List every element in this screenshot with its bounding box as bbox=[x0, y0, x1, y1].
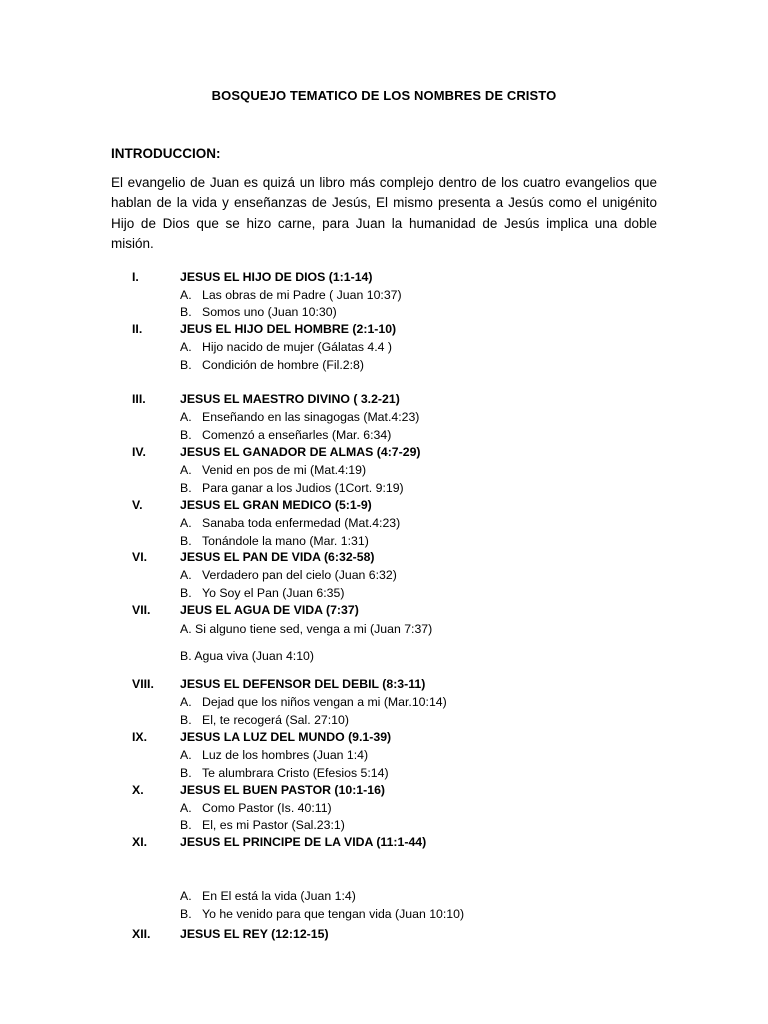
intro-paragraph: El evangelio de Juan es quizá un libro más complejo dentro de los cuatro evangelios que hablan de la vida y enseñanzas de Jesús, El mismo presenta a Jesús como el unigénito Hijo de Dios que se hizo carne, para Juan la humanidad de Jesús implica una doble misión. bbox=[111, 175, 657, 251]
outline-sub-text: Venid en pos de mi (Mat.4:19) bbox=[202, 463, 367, 477]
outline-numeral: VI. bbox=[132, 550, 148, 564]
outline-sub-text: Tonándole la mano (Mar. 1:31) bbox=[202, 534, 369, 548]
outline-heading: JESUS EL PAN DE VIDA (6:32-58) bbox=[180, 550, 375, 564]
outline-sub-text: El, es mi Pastor (Sal.23:1) bbox=[202, 818, 345, 832]
outline-sub-letter: B. bbox=[180, 766, 192, 780]
outline-sub-letter: A. bbox=[180, 889, 192, 903]
outline-sub-text: Como Pastor (Is. 40:11) bbox=[202, 801, 332, 815]
outline-sub-text: Hijo nacido de mujer (Gálatas 4.4 ) bbox=[202, 340, 393, 354]
outline-numeral: II. bbox=[132, 322, 143, 336]
outline-numeral: V. bbox=[132, 498, 143, 512]
outline-sub-letter: A. bbox=[180, 516, 192, 530]
document-title: BOSQUEJO TEMATICO DE LOS NOMBRES DE CRISTO bbox=[211, 88, 557, 103]
outline-numeral: IX. bbox=[132, 730, 148, 744]
outline-heading: JESUS EL BUEN PASTOR (10:1-16) bbox=[180, 783, 386, 797]
outline-sub-text: Luz de los hombres (Juan 1:4) bbox=[202, 748, 369, 762]
outline-sub-text: B. Agua viva (Juan 4:10) bbox=[180, 649, 314, 663]
outline-numeral: IV. bbox=[132, 445, 146, 459]
outline-sub-letter: A. bbox=[180, 695, 192, 709]
outline-heading: JESUS EL GANADOR DE ALMAS (4:7-29) bbox=[180, 445, 421, 459]
outline-heading: JESUS EL PRINCIPE DE LA VIDA (11:1-44) bbox=[180, 835, 427, 849]
outline-sub-text: Dejad que los niños vengan a mi (Mar.10:14) bbox=[202, 695, 447, 709]
outline-sub-letter: A. bbox=[180, 340, 192, 354]
intro-heading: INTRODUCCION: bbox=[111, 146, 221, 161]
outline-sub-letter: B. bbox=[180, 818, 192, 832]
outline-sub-letter: B. bbox=[180, 534, 192, 548]
outline-numeral: XII. bbox=[132, 927, 151, 941]
outline-heading: JESUS EL GRAN MEDICO (5:1-9) bbox=[180, 498, 372, 512]
outline-sub-letter: A. bbox=[180, 410, 192, 424]
outline-sub-text: Verdadero pan del cielo (Juan 6:32) bbox=[202, 568, 397, 582]
outline-sub-text: Yo Soy el Pan (Juan 6:35) bbox=[202, 586, 345, 600]
outline-sub-letter: A. bbox=[180, 801, 192, 815]
outline-sub-letter: B. bbox=[180, 586, 192, 600]
outline-heading: JESUS EL MAESTRO DIVINO ( 3.2-21) bbox=[180, 392, 400, 406]
outline-sub-letter: B. bbox=[180, 907, 192, 921]
outline-sub-text: Te alumbrara Cristo (Efesios 5:14) bbox=[202, 766, 389, 780]
outline-heading: JESUS LA LUZ DEL MUNDO (9.1-39) bbox=[180, 730, 392, 744]
outline-sub-text: Yo he venido para que tengan vida (Juan 10:10) bbox=[202, 907, 465, 921]
outline-sub-text: Sanaba toda enfermedad (Mat.4:23) bbox=[202, 516, 401, 530]
outline-sub-text: Comenzó a enseñarles (Mar. 6:34) bbox=[202, 428, 392, 442]
outline-sub-text: Somos uno (Juan 10:30) bbox=[202, 305, 337, 319]
outline-numeral: VIII. bbox=[132, 677, 154, 691]
outline-sub-text: El, te recogerá (Sal. 27:10) bbox=[202, 713, 349, 727]
outline-sub-letter: B. bbox=[180, 305, 192, 319]
outline-sub-text: A. Si alguno tiene sed, venga a mi (Juan 7:37) bbox=[180, 622, 433, 636]
outline-sub-text: Enseñando en las sinagogas (Mat.4:23) bbox=[202, 410, 420, 424]
outline-sub-text: Condición de hombre (Fil.2:8) bbox=[202, 358, 364, 372]
outline-sub-letter: B. bbox=[180, 428, 192, 442]
outline-numeral: VII. bbox=[132, 603, 151, 617]
outline-numeral: X. bbox=[132, 783, 144, 797]
outline-sub-letter: A. bbox=[180, 568, 192, 582]
outline-heading: JESUS EL DEFENSOR DEL DEBIL (8:3-11) bbox=[180, 677, 426, 691]
outline-numeral: III. bbox=[132, 392, 146, 406]
outline-sub-letter: B. bbox=[180, 713, 192, 727]
outline-sub-letter: A. bbox=[180, 748, 192, 762]
outline-numeral: I. bbox=[132, 270, 139, 284]
outline-heading: JEUS EL HIJO DEL HOMBRE (2:1-10) bbox=[180, 322, 397, 336]
outline-sub-text: Para ganar a los Judios (1Cort. 9:19) bbox=[202, 481, 404, 495]
outline-sub-letter: B. bbox=[180, 481, 192, 495]
outline-sub-letter: A. bbox=[180, 463, 192, 477]
outline-heading: JESUS EL REY (12:12-15) bbox=[180, 927, 329, 941]
outline-heading: JEUS EL AGUA DE VIDA (7:37) bbox=[180, 603, 359, 617]
outline-numeral: XI. bbox=[132, 835, 148, 849]
outline-sub-letter: B. bbox=[180, 358, 192, 372]
outline-sub-letter: A. bbox=[180, 288, 192, 302]
outline-heading: JESUS EL HIJO DE DIOS (1:1-14) bbox=[180, 270, 373, 284]
outline-sub-text: Las obras de mi Padre ( Juan 10:37) bbox=[202, 288, 402, 302]
outline-sub-text: En El está la vida (Juan 1:4) bbox=[202, 889, 356, 903]
